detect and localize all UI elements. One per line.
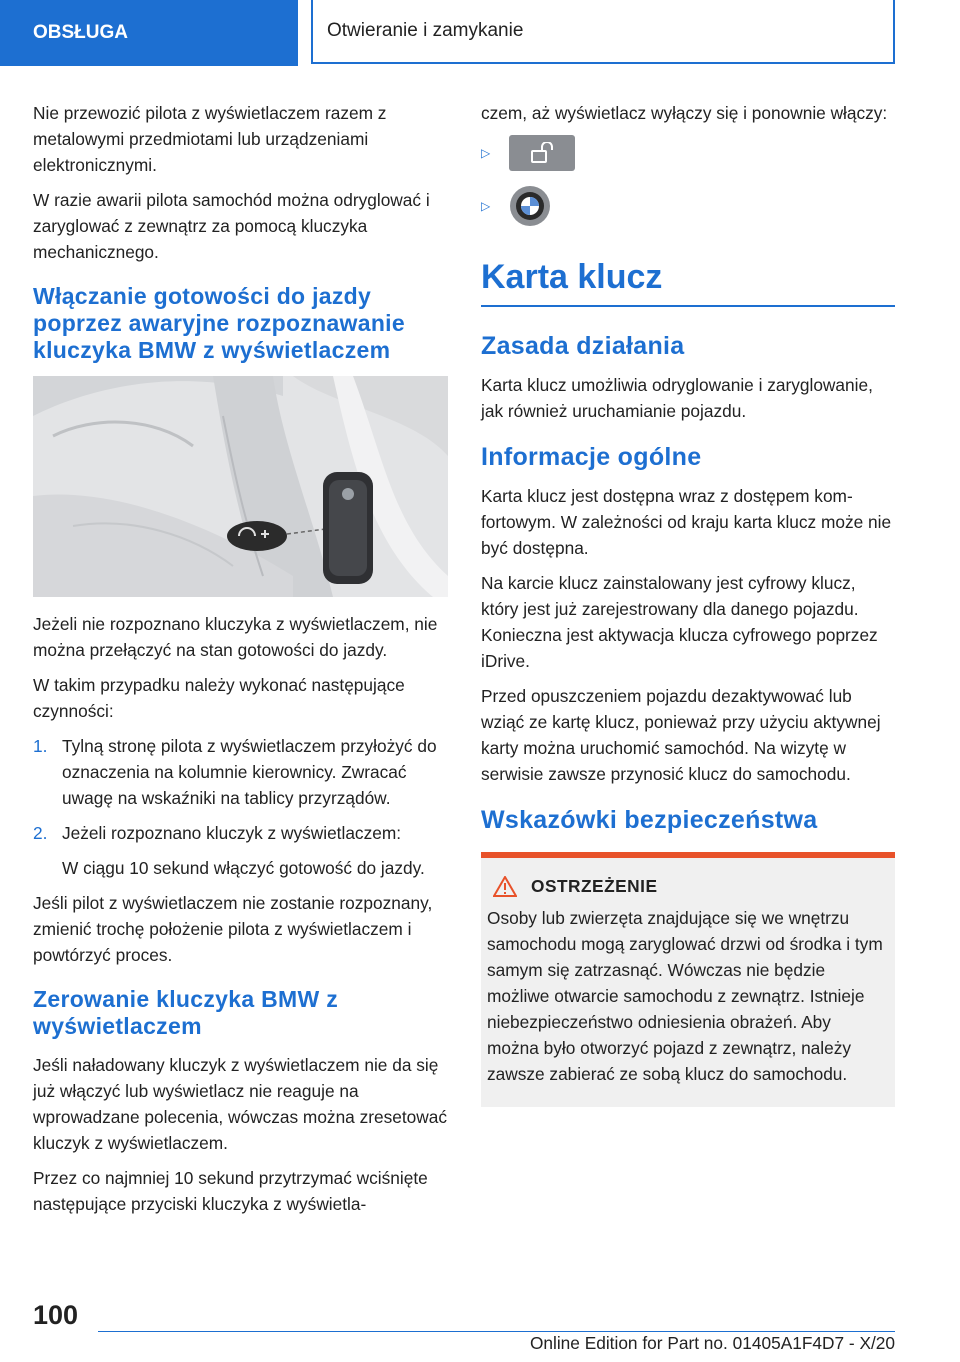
paragraph: Nie przewozić pilota z wyświetlaczem razem z metalowymi przedmiotami lub urządzeniami elektronicznymi. [33, 103, 387, 175]
list-item [33, 733, 448, 811]
paragraph: czem, aż wyświetlacz wyłączy się i ponownie włączy: [481, 103, 888, 123]
paragraph: Karta klucz jest dostępna wraz z dostępem komfortowym. W zależności od kraju karta klucz może nie być dostępna. [481, 486, 892, 558]
page-number: 100 [33, 1300, 79, 1330]
heading-reset-key: Zerowanie kluczyka BMW z wyświetlaczem [33, 986, 338, 1039]
steering-column-drawing [33, 376, 448, 597]
paragraph: Jeśli naładowany kluczyk z wyświetlaczem nie da się już włączyć lub wyświetlacz nie reaguje na wprowadzane polecenia, wówczas można zresetować kluczyk z wyświetlaczem. [33, 1055, 447, 1153]
step-text: Jeżeli rozpoznano kluczyk z wyświetlaczem: [62, 823, 402, 843]
step-number: 1. [33, 736, 48, 756]
step-number: 2. [33, 823, 48, 843]
warning-header [487, 876, 885, 897]
heading-principle: Zasada działania [481, 332, 685, 360]
steering-column-illustration [33, 376, 448, 597]
bullet-bmw-button [481, 185, 895, 227]
paragraph: Jeśli pilot z wyświetlaczem nie zostanie rozpoznany, zmienić trochę położenie pilota z wyświetlaczem i powtórzyć proces. [33, 893, 433, 965]
footer-edition: Online Edition for Part no. 01405A1F4D7 - X/20 [529, 1333, 895, 1353]
footer-divider [98, 1331, 895, 1332]
paragraph: Przed opuszczeniem pojazdu dezaktywować lub wziąć ze kartę klucz, ponieważ przy użyciu aktywnej karty można uruchomić samochód. Na wizytę w serwisie zawsze przynosić klucz do samochodu. [481, 686, 881, 784]
warning-title: OSTRZEŻENIE [531, 876, 658, 896]
warning-box [481, 852, 895, 1107]
paragraph: W takim przypadku należy wykonać następujące czynności: [33, 675, 405, 721]
left-column [33, 100, 448, 1226]
triangle-bullet-icon: ▷ [481, 146, 491, 160]
triangle-bullet-icon: ▷ [481, 199, 491, 213]
step-sub-paragraph: W ciągu 10 sekund włączyć gotowość do jazdy. [62, 858, 425, 878]
paragraph: W razie awarii pilota samochód można odryglować i zaryglować z zewnątrz za pomocą kluczyka mechanicznego. [33, 190, 430, 262]
right-column [481, 100, 895, 1107]
warning-triangle-icon [493, 876, 517, 897]
paragraph: Przez co najmniej 10 sekund przytrzymać wciśnięte następujące przyciski kluczyka z wyświetla- [33, 1168, 428, 1214]
heading-ready-to-drive: Włączanie gotowości do jazdy poprzez awaryjne rozpoznawanie kluczyka BMW z wyświetlaczem [33, 283, 405, 363]
paragraph: Jeżeli nie rozpoznano kluczyka z wyświetlaczem, nie można przełączyć na stan gotowości do jazdy. [33, 614, 438, 660]
heading-general-info: Informacje ogólne [481, 443, 702, 471]
heading-key-card: Karta klucz [481, 257, 895, 307]
heading-safety: Wskazówki bezpieczeństwa [481, 806, 818, 834]
chapter-title: Otwieranie i zamykanie [311, 0, 895, 64]
bmw-logo-icon [509, 185, 551, 227]
list-item [33, 820, 448, 846]
paragraph: Karta klucz umożliwia odryglowanie i zaryglowanie, jak również uruchamianie pojazdu. [481, 375, 873, 421]
step-text: Tylną stronę pilota z wyświetlaczem przyłożyć do oznaczenia na kolumnie kierownicy. Zwracać uwagę na wskaźniki na tablicy przyrządów. [62, 736, 437, 808]
steps-list [33, 733, 448, 846]
warning-text: Osoby lub zwierzęta znajdujące się we wnętrzu samochodu mogą zaryglować drzwi od środka i tym samym się zatrzasnąć. Wówczas nie będzie możliwe otwarcie samochodu z zewnątrz. Istnieje niebezpieczeństwo odniesienia obrażeń. Aby można było otworzyć pojazd z zewnątrz, należy zawsze zabierać ze sobą klucz do samochodu. [487, 908, 883, 1084]
unlock-icon [509, 135, 575, 171]
paragraph: Na karcie klucz zainstalowany jest cyfrowy klucz, który jest już zarejestrowany dla danego pojazdu. Konieczna jest aktywacja klucza cyfrowego poprzez iDrive. [481, 573, 878, 671]
bullet-unlock-button [481, 135, 895, 171]
section-tab: OBSŁUGA [0, 0, 298, 66]
